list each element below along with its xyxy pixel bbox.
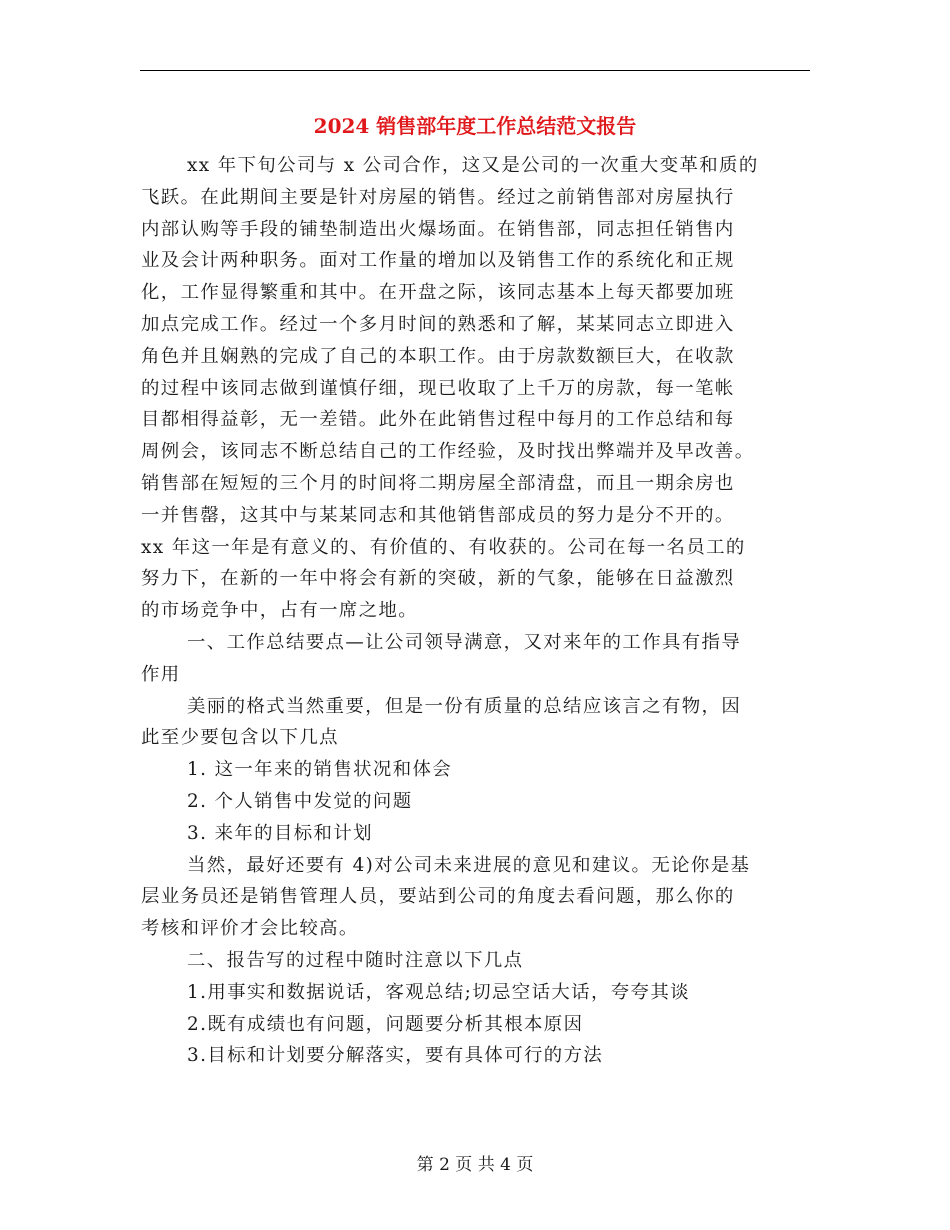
body-line: 的过程中该同志做到谨慎仔细，现已收取了上千万的房款，每一笔帐 bbox=[141, 377, 735, 399]
body-line: 作用 bbox=[141, 663, 181, 685]
body-line: 2.既有成绩也有问题，问题要分析其根本原因 bbox=[187, 1013, 584, 1035]
body-line: 加点完成工作。经过一个多月时间的熟悉和了解，某某同志立即进入 bbox=[141, 313, 735, 335]
page-footer: 第 2 页 共 4 页 bbox=[416, 1155, 534, 1175]
body-line: 的市场竞争中，占有一席之地。 bbox=[141, 600, 419, 622]
body-line: 2. 个人销售中发觉的问题 bbox=[187, 790, 413, 812]
body-line: 当然，最好还要有 4)对公司未来进展的意见和建议。无论你是基 bbox=[187, 854, 751, 876]
body-line: 二、报告写的过程中随时注意以下几点 bbox=[187, 949, 524, 971]
body-line: 考核和评价才会比较高。 bbox=[141, 918, 359, 940]
body-line: 1.用事实和数据说话，客观总结;切忌空话大话，夸夸其谈 bbox=[187, 981, 690, 1003]
document-body bbox=[141, 150, 813, 1072]
document-title: 2024 销售部年度工作总结范文报告 bbox=[313, 114, 637, 138]
body-line: 层业务员还是销售管理人员，要站到公司的角度去看问题，那么你的 bbox=[141, 886, 735, 908]
body-line: 一并售罄，这其中与某某同志和其他销售部成员的努力是分不开的。 bbox=[141, 504, 735, 526]
body-line: xx 年这一年是有意义的、有价值的、有收获的。公司在每一名员工的 bbox=[141, 536, 746, 558]
body-line: 此至少要包含以下几点 bbox=[141, 727, 339, 749]
header-rule bbox=[140, 70, 810, 71]
body-line: 销售部在短短的三个月的时间将二期房屋全部清盘，而且一期余房也 bbox=[141, 472, 735, 494]
body-line: xx 年下旬公司与 x 公司合作，这又是公司的一次重大变革和质的 bbox=[187, 155, 759, 176]
body-line: 飞跃。在此期间主要是针对房屋的销售。经过之前销售部对房屋执行 bbox=[141, 186, 735, 208]
body-line: 一、工作总结要点—让公司领导满意，又对来年的工作具有指导 bbox=[187, 631, 742, 653]
body-line: 3.目标和计划要分解落实，要有具体可行的方法 bbox=[187, 1045, 604, 1067]
body-line: 目都相得益彰，无一差错。此外在此销售过程中每月的工作总结和每 bbox=[141, 409, 735, 431]
body-line: 化，工作显得繁重和其中。在开盘之际，该同志基本上每天都要加班 bbox=[141, 282, 735, 304]
body-line: 1. 这一年来的销售状况和体会 bbox=[187, 759, 453, 781]
body-line: 内部认购等手段的铺垫制造出火爆场面。在销售部，同志担任销售内 bbox=[141, 218, 735, 240]
body-line: 美丽的格式当然重要，但是一份有质量的总结应该言之有物，因 bbox=[187, 695, 742, 717]
body-line: 3. 来年的目标和计划 bbox=[187, 822, 373, 844]
body-line: 角色并且娴熟的完成了自己的本职工作。由于房款数额巨大，在收款 bbox=[141, 345, 735, 367]
body-line: 周例会，该同志不断总结自己的工作经验，及时找出弊端并及早改善。 bbox=[141, 441, 755, 463]
body-line: 业及会计两种职务。面对工作量的增加以及销售工作的系统化和正规 bbox=[141, 250, 735, 272]
body-line: 努力下，在新的一年中将会有新的突破，新的气象，能够在日益激烈 bbox=[141, 568, 735, 590]
